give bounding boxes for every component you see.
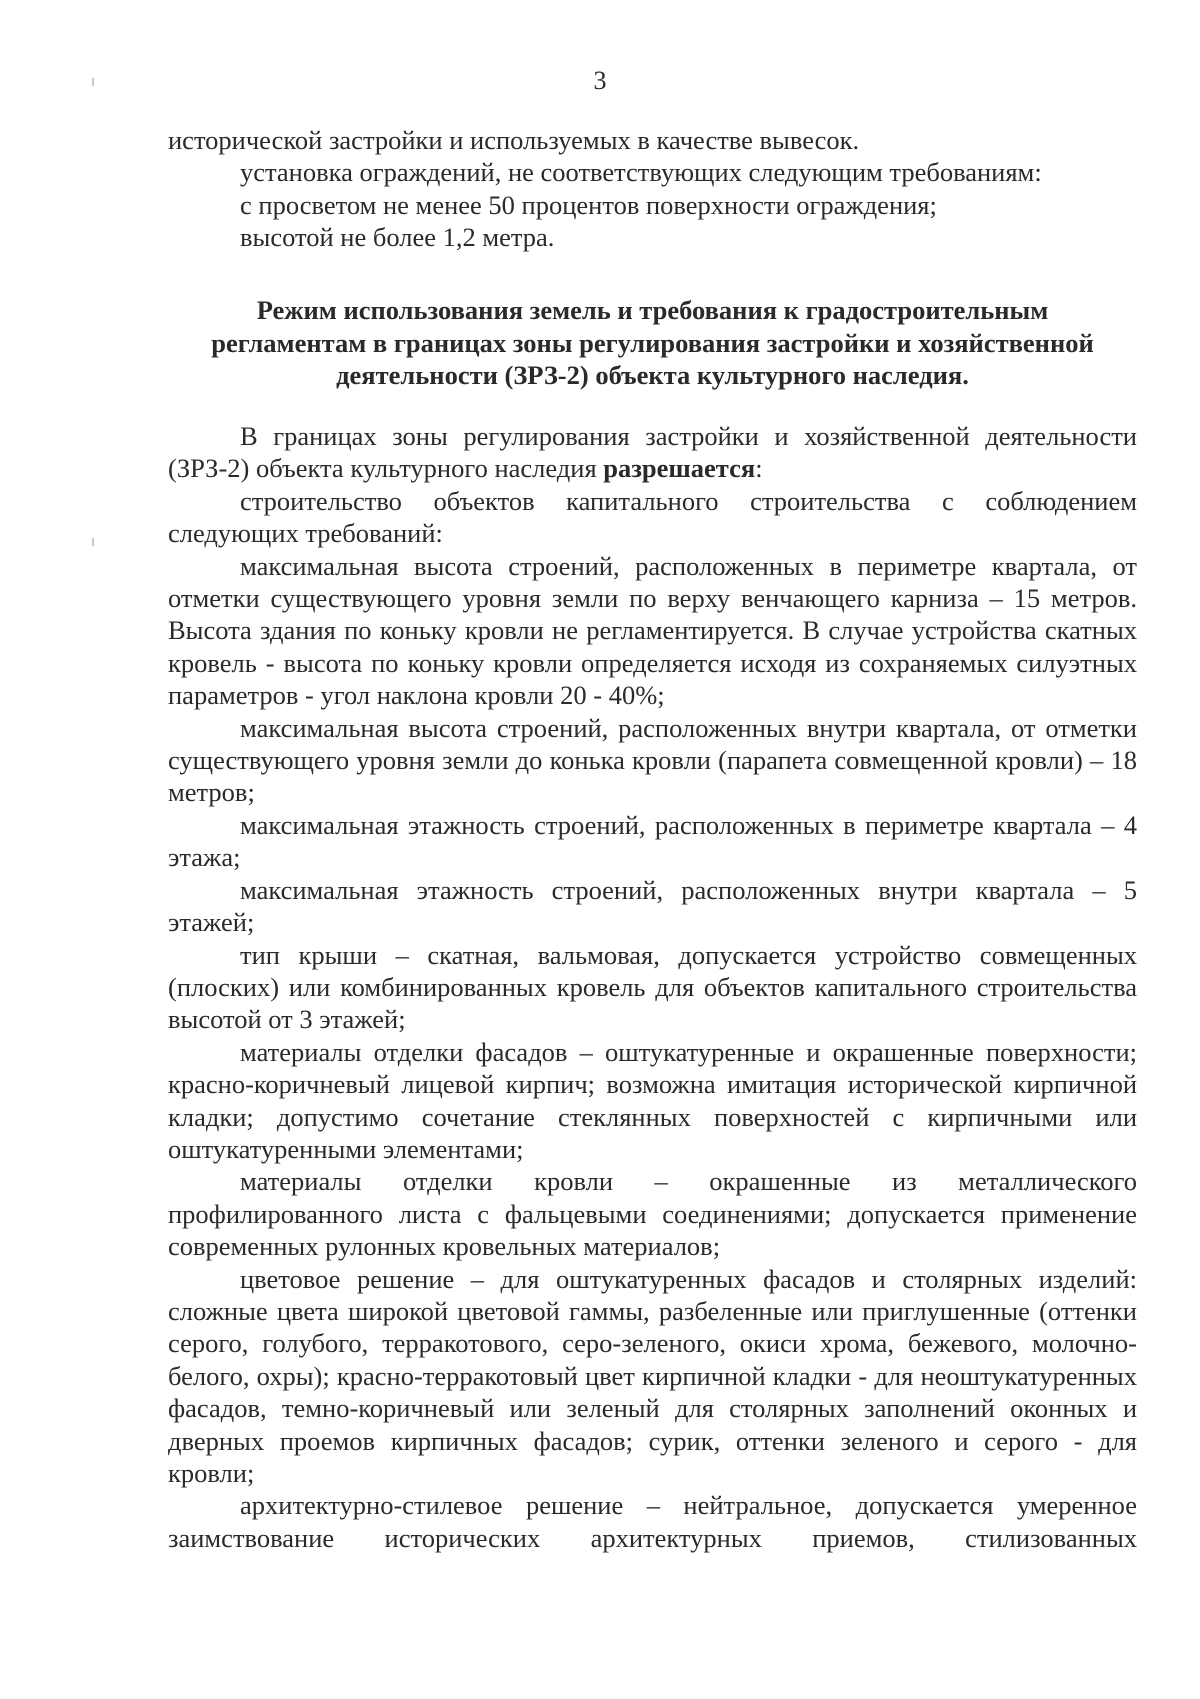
heading-line: регламентам в границах зоны регулирования застройки и хозяйственной [211,327,1094,358]
section-heading [168,294,1137,392]
paragraph: высотой не более 1,2 метра. [240,222,555,253]
paragraph: цветовое решение – для оштукатуренных фасадов и столярных изделий: сложные цвета широкой цветовой гаммы, разбеленные или приглушенные (оттенки серого, голубого, терракотового, серо-зеленого, окиси хрома, бежевого, молочно-белого, охры); красно-терракотовый цвет кирпичной кладки - для неоштукатуренных фасадов, темно-коричневый или зеленый для столярных заполнений оконных и дверных проемов кирпичных фасадов; сурик, оттенки зеленого и серого - для кровли; [168,1263,1137,1488]
paragraph: материалы отделки фасадов – оштукатуренные и окрашенные поверхности; красно-коричневый лицевой кирпич; возможна имитация исторической кирпичной кладки; допустимо сочетание стеклянных поверхностей с кирпичными или оштукатуренными элементами; [168,1036,1137,1164]
paragraph: исторической застройки и используемых в качестве вывесок. [168,125,860,155]
intro-paragraph [168,420,1137,485]
paragraph: максимальная этажность строений, расположенных в периметре квартала – 4 этажа; [168,809,1137,873]
paragraph: максимальная этажность строений, расположенных внутри квартала – 5 этажей; [168,874,1137,938]
heading-line: деятельности (ЗРЗ-2) объекта культурного наследия. [336,360,969,390]
page-number: 3 [593,66,607,95]
heading-line: Режим использования земель и требования к градостроительным [256,295,1049,325]
paragraph: строительство объектов капитального строительства с соблюдением следующих требований: [168,485,1137,549]
scan-artifact [92,538,94,546]
paragraph: архитектурно-стилевое решение – нейтральное, допускается умеренное заимствование исторических архитектурных приемов, стилизованных [168,1490,1137,1553]
paragraph: максимальная высота строений, расположенных в периметре квартала, от отметки существующего уровня земли по верху венчающего карниза – 15 метров. Высота здания по коньку кровли не регламентируется. В случае устройства скатных кровель - высота по коньку кровли определяется исходя из сохраняемых силуэтных параметров - угол наклона кровли 20 - 40%; [168,550,1137,711]
top-text-block [168,124,1137,254]
intro-text: В границах зоны регулирования застройки и хозяйственной деятельности (ЗРЗ-2) объекта культурного наследия [168,421,1137,484]
paragraph: с просветом не менее 50 процентов поверхности ограждения; [240,189,937,220]
main-text-block [168,420,1137,1554]
paragraph: максимальная высота строений, расположенных внутри квартала, от отметки существующего уровня земли до конька кровли (парапета совмещенной кровли) – 18 метров; [168,712,1137,808]
intro-bold-word: разрешается [603,453,756,484]
paragraph: установка ограждений, не соответствующих следующим требованиям: [240,157,1042,188]
paragraph: материалы отделки кровли – окрашенные из металлического профилированного листа с фальцевыми соединениями; допускается применение современных рулонных кровельных материалов; [168,1166,1137,1262]
intro-colon: : [755,453,763,484]
paragraph: тип крыши – скатная, вальмовая, допускается устройство совмещенных (плоских) или комбинированных кровель для объектов капитального строительства высотой от 3 этажей; [168,939,1137,1035]
